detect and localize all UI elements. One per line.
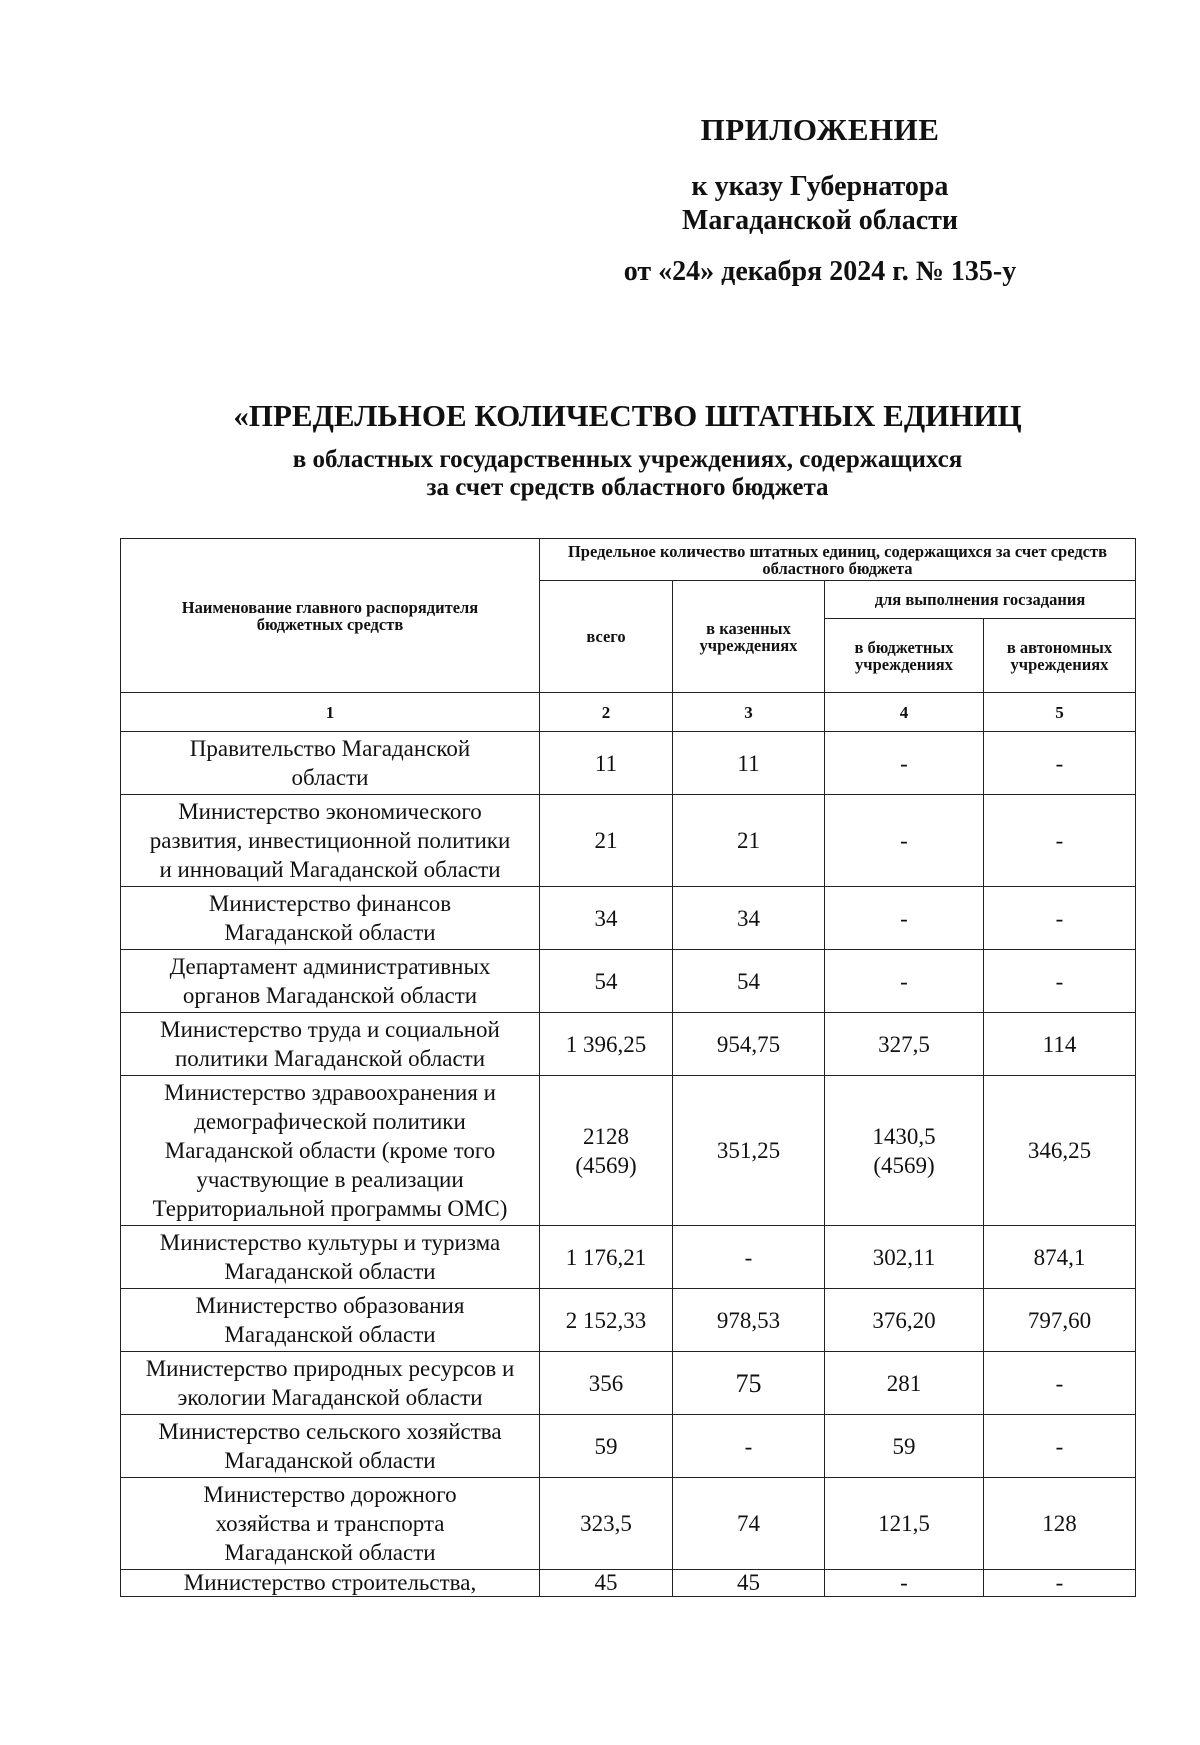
table-row	[121, 1478, 1136, 1570]
cell-total: 59	[540, 1415, 673, 1478]
cell-autonomous: -	[984, 1570, 1136, 1597]
cell-autonomous: 346,25	[984, 1076, 1136, 1226]
cell-total: 11	[540, 732, 673, 795]
cell-autonomous: -	[984, 1352, 1136, 1415]
cell-name: Министерство дорожного хозяйства и транспорта Магаданской области	[121, 1478, 540, 1570]
table-row	[121, 887, 1136, 950]
cell-name: Министерство культуры и туризма Магаданской области	[121, 1226, 540, 1289]
cell-name: Министерство финансов Магаданской области	[121, 887, 540, 950]
cell-budget: 59	[825, 1415, 984, 1478]
cell-kazennye: 351,25	[673, 1076, 825, 1226]
table-row	[121, 732, 1136, 795]
cell-kazennye: 34	[673, 887, 825, 950]
table-row	[121, 1570, 1136, 1597]
header-kazennye: в казенных учреждениях	[673, 581, 825, 693]
cell-autonomous: -	[984, 732, 1136, 795]
cell-kazennye: 45	[673, 1570, 825, 1597]
cell-autonomous: 797,60	[984, 1289, 1136, 1352]
cell-autonomous: 874,1	[984, 1226, 1136, 1289]
cell-kazennye: 75	[673, 1352, 825, 1415]
cell-total: 1 176,21	[540, 1226, 673, 1289]
cell-total: 54	[540, 950, 673, 1013]
table-row	[121, 1013, 1136, 1076]
header-num-3: 3	[673, 693, 825, 732]
header-num-5: 5	[984, 693, 1136, 732]
cell-budget: -	[825, 887, 984, 950]
header-name-column: Наименование главного распорядителя бюджетных средств	[121, 539, 540, 693]
cell-total: 356	[540, 1352, 673, 1415]
header-num-4: 4	[825, 693, 984, 732]
cell-name: Министерство сельского хозяйства Магаданской области	[121, 1415, 540, 1478]
cell-autonomous: -	[984, 1415, 1136, 1478]
table-row	[121, 1226, 1136, 1289]
cell-budget: 302,11	[825, 1226, 984, 1289]
cell-kazennye: -	[673, 1226, 825, 1289]
cell-budget: -	[825, 732, 984, 795]
cell-total: 21	[540, 795, 673, 887]
cell-name: Министерство труда и социальной политики Магаданской области	[121, 1013, 540, 1076]
table-row	[121, 1289, 1136, 1352]
cell-budget: -	[825, 950, 984, 1013]
cell-name: Министерство образования Магаданской области	[121, 1289, 540, 1352]
cell-autonomous: -	[984, 795, 1136, 887]
cell-autonomous: 128	[984, 1478, 1136, 1570]
cell-total: 2128 (4569)	[540, 1076, 673, 1226]
header-goszadanie: для выполнения госзадания	[825, 581, 1136, 619]
cell-name: Министерство здравоохранения и демографической политики Магаданской области (кроме того участвующие в реализации Территориальной программы ОМС)	[121, 1076, 540, 1226]
cell-kazennye: 978,53	[673, 1289, 825, 1352]
header-autonomous: в автономных учреждениях	[984, 619, 1136, 693]
table-row	[121, 1352, 1136, 1415]
cell-total: 1 396,25	[540, 1013, 673, 1076]
cell-kazennye: 54	[673, 950, 825, 1013]
cell-budget: 281	[825, 1352, 984, 1415]
header-budget: в бюджетных учреждениях	[825, 619, 984, 693]
header-num-2: 2	[540, 693, 673, 732]
cell-total: 323,5	[540, 1478, 673, 1570]
cell-total: 45	[540, 1570, 673, 1597]
cell-budget: 376,20	[825, 1289, 984, 1352]
table-row	[121, 1076, 1136, 1226]
cell-kazennye: 954,75	[673, 1013, 825, 1076]
cell-autonomous: 114	[984, 1013, 1136, 1076]
appendix-block	[560, 112, 1080, 288]
cell-kazennye: 11	[673, 732, 825, 795]
cell-name: Министерство природных ресурсов и экологии Магаданской области	[121, 1352, 540, 1415]
table-row	[121, 1415, 1136, 1478]
table-row	[121, 950, 1136, 1013]
appendix-line-2: Магаданской области	[681, 205, 959, 236]
appendix-title: ПРИЛОЖЕНИЕ	[700, 112, 940, 147]
cell-budget: -	[825, 1570, 984, 1597]
header-total: всего	[540, 581, 673, 693]
cell-name: Департамент административных органов Магаданской области	[121, 950, 540, 1013]
appendix-line-1: к указу Губернатора	[691, 171, 949, 202]
document-subtitle-line-2: за счет средств областного бюджета	[426, 474, 829, 501]
cell-budget: 121,5	[825, 1478, 984, 1570]
cell-budget: 1430,5 (4569)	[825, 1076, 984, 1226]
table-row	[121, 795, 1136, 887]
cell-total: 34	[540, 887, 673, 950]
cell-kazennye: 74	[673, 1478, 825, 1570]
cell-autonomous: -	[984, 887, 1136, 950]
cell-autonomous: -	[984, 950, 1136, 1013]
document-title: «ПРЕДЕЛЬНОЕ КОЛИЧЕСТВО ШТАТНЫХ ЕДИНИЦ	[233, 398, 1022, 433]
cell-name: Министерство строительства,	[121, 1570, 540, 1597]
header-group-top: Предельное количество штатных единиц, содержащихся за счет средств областного бюджета	[540, 539, 1136, 581]
cell-kazennye: -	[673, 1415, 825, 1478]
cell-budget: 327,5	[825, 1013, 984, 1076]
cell-total: 2 152,33	[540, 1289, 673, 1352]
cell-budget: -	[825, 795, 984, 887]
cell-name: Правительство Магаданской области	[121, 732, 540, 795]
appendix-date-line: от «24» декабря 2024 г. № 135-у	[623, 256, 1017, 287]
document-subtitle-line-1: в областных государственных учреждениях, содержащихся	[292, 446, 963, 473]
cell-name: Министерство экономического развития, инвестиционной политики и инноваций Магаданской области	[121, 795, 540, 887]
document-heading	[120, 398, 1135, 502]
staff-limits-table	[120, 538, 1136, 1597]
header-num-1: 1	[121, 693, 540, 732]
cell-kazennye: 21	[673, 795, 825, 887]
